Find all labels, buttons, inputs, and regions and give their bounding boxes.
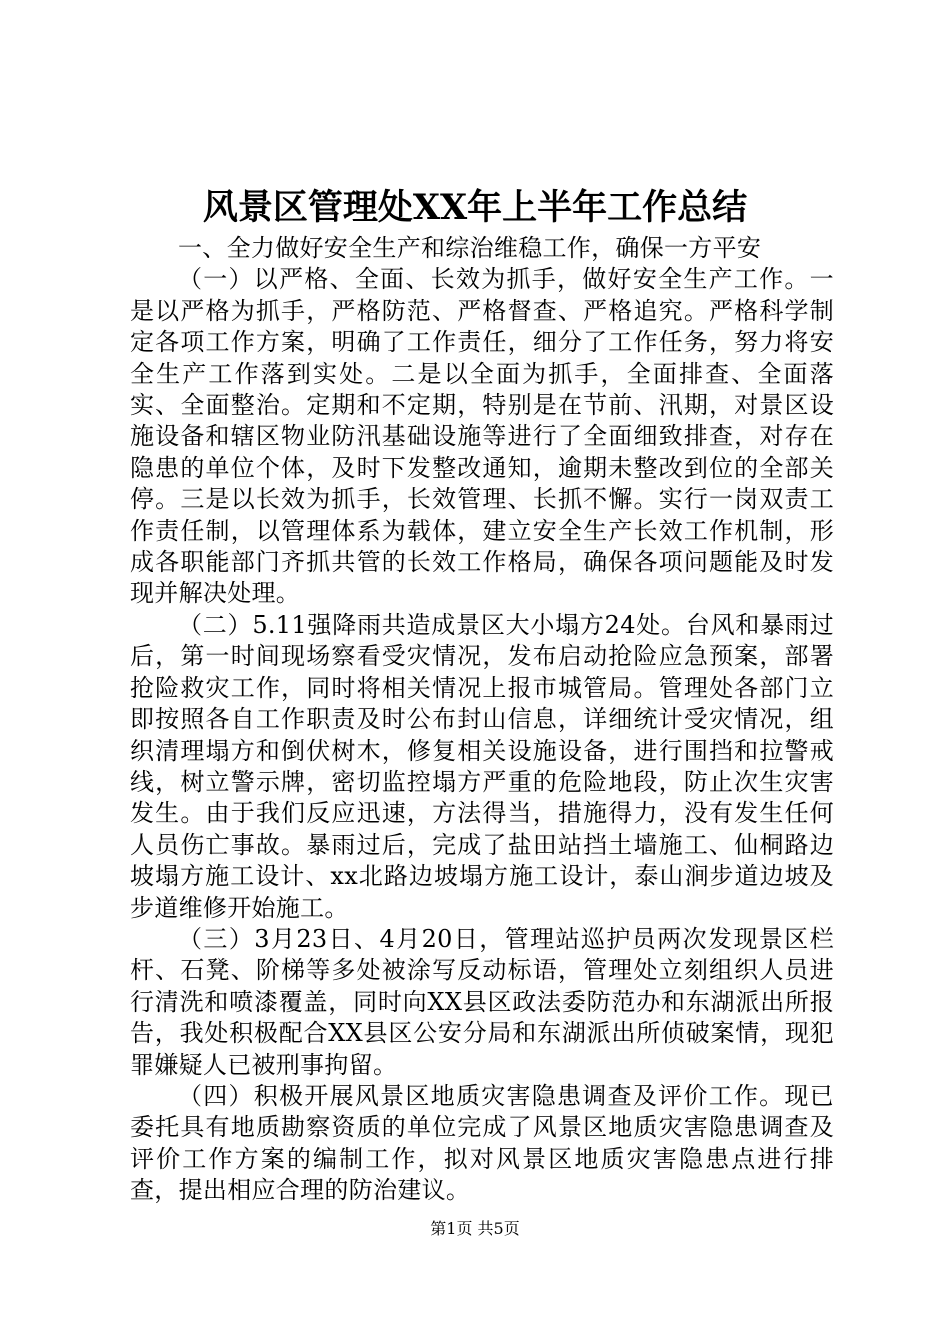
paragraph-2: （二）5.11强降雨共造成景区大小塌方24处。台风和暴雨过后，第一时间现场察看受灾情况，发布启动抢险应急预案，部署抢险救灾工作，同时将相关情况上报市城管局。管理处各部门立即按照各自工作职责及时公布封山信息，详细统计受灾情况，组织清理塌方和倒伏树木，修复相关设施设备，进行围挡和拉警戒线，树立警示牌，密切监控塌方严重的危险地段，防止次生灾害发生。由于我们反应迅速，方法得当，措施得力，没有发生任何人员伤亡事故。暴雨过后，完成了盐田站挡土墙施工、仙桐路边坡塌方施工设计、xx北路边坡塌方施工设计，泰山涧步道边坡及步道维修开始施工。 xyxy=(130,610,834,922)
paragraph-4: （四）积极开展风景区地质灾害隐患调查及评价工作。现已委托具有地质勘察资质的单位完成了风景区地质灾害隐患调查及评价工作方案的编制工作，拟对风景区地质灾害隐患点进行排查，提出相应合理的防治建议。 xyxy=(130,1081,834,1205)
page-indicator: 第1页 共5页 xyxy=(430,1219,520,1238)
section-heading: 一、全力做好安全生产和综治维稳工作，确保一方平安 xyxy=(178,234,762,262)
paragraph-3: （三）3月23日、4月20日，管理站巡护员两次发现景区栏杆、石凳、阶梯等多处被涂写反动标语，管理处立刻组织人员进行清洗和喷漆覆盖，同时向XX县区政法委防范办和东湖派出所报告，我处积极配合XX县区公安分局和东湖派出所侦破案情，现犯罪嫌疑人已被刑事拘留。 xyxy=(130,924,834,1079)
document-body xyxy=(130,233,834,1207)
document-title: 风景区管理处XX年上半年工作总结 xyxy=(202,187,748,228)
paragraph-1: （一）以严格、全面、长效为抓手，做好安全生产工作。一是以严格为抓手，严格防范、严格督查、严格追究。严格科学制定各项工作方案，明确了工作责任，细分了工作任务，努力将安全生产工作落到实处。二是以全面为抓手，全面排查、全面落实、全面整治。定期和不定期，特别是在节前、汛期，对景区设施设备和辖区物业防汛基础设施等进行了全面细致排查，对存在隐患的单位个体，及时下发整改通知，逾期未整改到位的全部关停。三是以长效为抓手，长效管理、长抓不懈。实行一岗双责工作责任制，以管理体系为载体，建立安全生产长效工作机制，形成各职能部门齐抓共管的长效工作格局，确保各项问题能及时发现并解决处理。 xyxy=(130,265,834,608)
